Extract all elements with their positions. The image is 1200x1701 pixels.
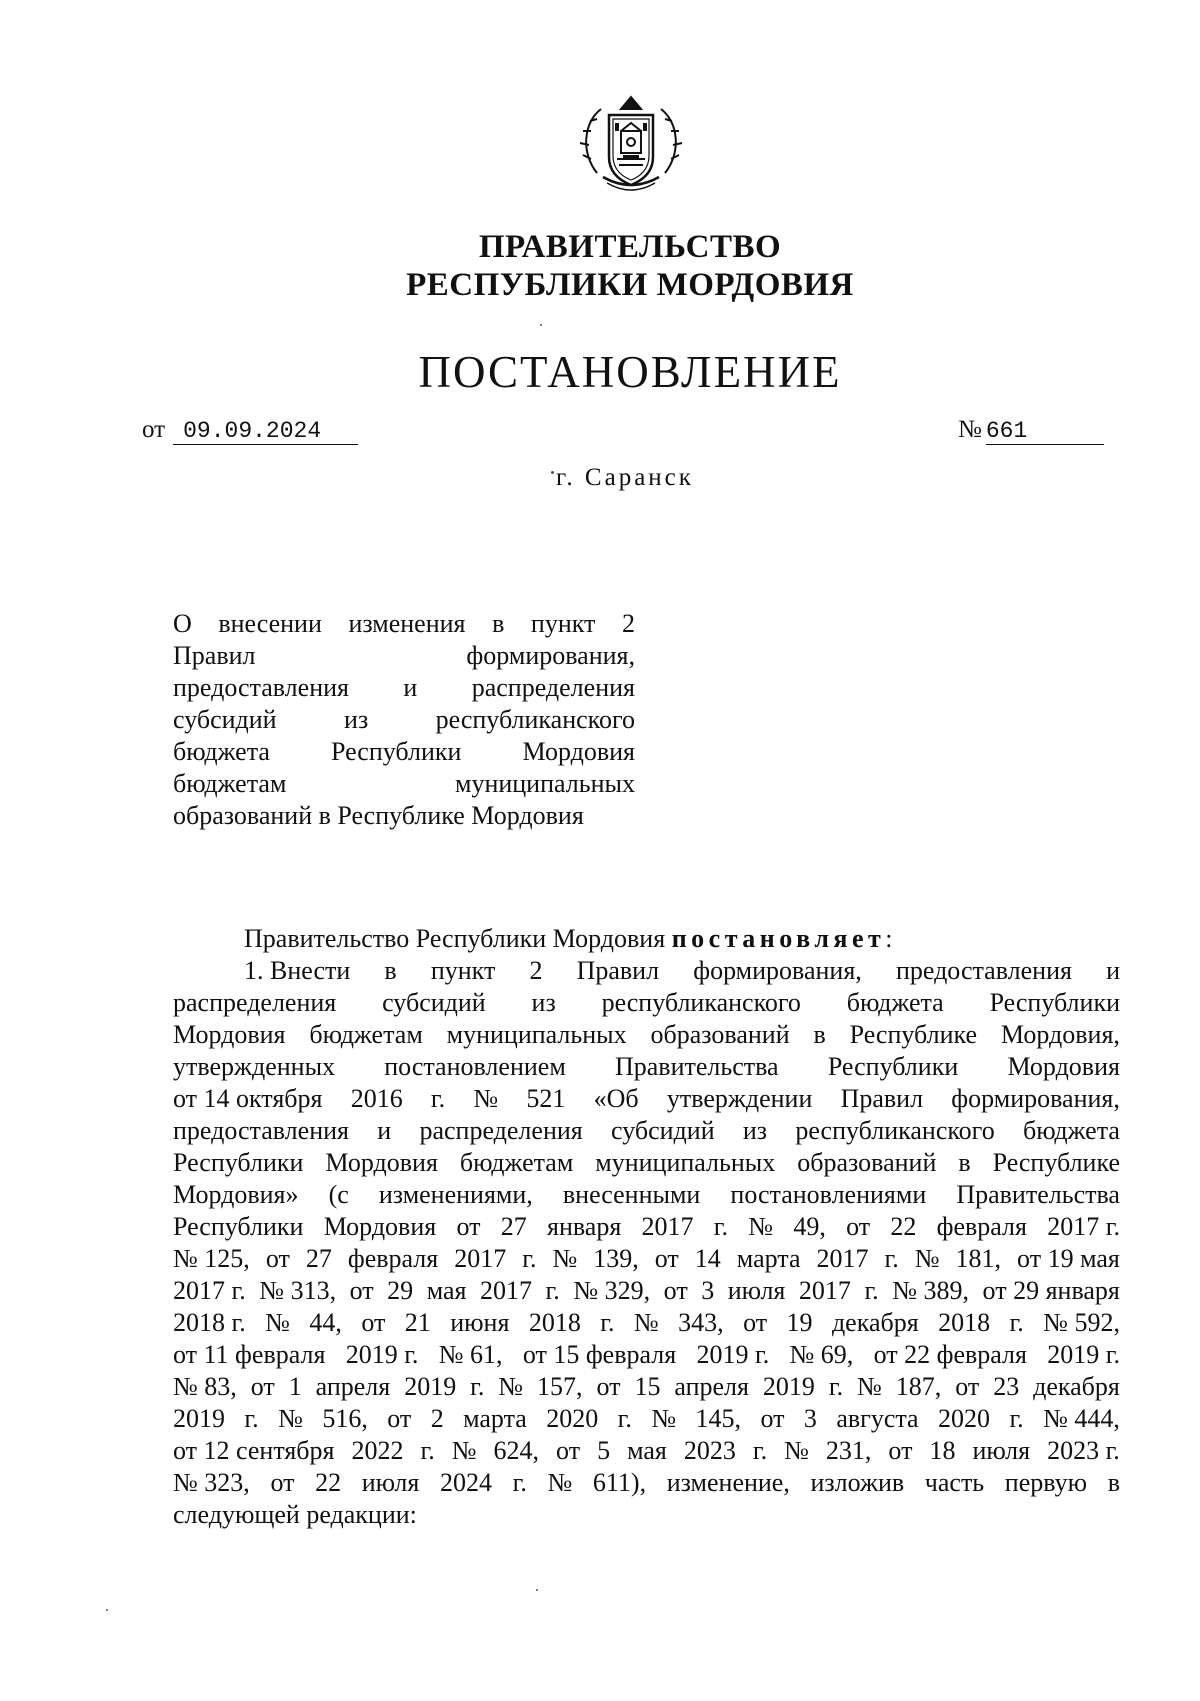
subject-word: субсидий (173, 705, 277, 734)
body-word: г. (1009, 1404, 1024, 1433)
body-word: изменениями, (378, 1180, 533, 1209)
body-word: декабря (1033, 1372, 1120, 1401)
body-word: 2019 (404, 1372, 457, 1401)
intro-text: Правительство Республики Мордовия (244, 924, 672, 953)
body-word: февраля (936, 1212, 1027, 1241)
body-word: от 11 февраля (173, 1340, 326, 1369)
body-word: 23 (993, 1372, 1020, 1401)
body-word: 139, (593, 1244, 639, 1273)
body-word: 145, (695, 1404, 742, 1433)
body-word: от (760, 1404, 785, 1433)
date-value: 09.09.2024 (173, 418, 358, 445)
body-word: № (857, 1372, 882, 1401)
subject-word: формирования, (466, 641, 635, 670)
body-line (173, 1435, 1120, 1467)
body-word: Мордовия» (173, 1180, 299, 1209)
body-word: Правительства (614, 1052, 779, 1081)
body-word: 2018 г. (173, 1308, 246, 1337)
body-word: 22 (890, 1212, 917, 1241)
body-word: № (265, 1308, 290, 1337)
body-word: от (361, 1308, 386, 1337)
body-word: г. (752, 1436, 768, 1465)
body-word: г. (522, 1244, 537, 1273)
body-line (173, 1339, 1120, 1371)
subject-word: и (403, 673, 418, 702)
body-word: № 592, (1043, 1308, 1120, 1337)
body-word: № 323, (173, 1468, 250, 1497)
body-word: 3 (701, 1276, 715, 1305)
body-line (173, 955, 1120, 987)
body-word: 2019 г. (1047, 1340, 1120, 1369)
body-word: республиканского (795, 1116, 995, 1145)
subject-word: предоставления (173, 673, 349, 702)
intro-paragraph (244, 923, 893, 955)
body-word: 2 (430, 1404, 444, 1433)
intro-colon: : (885, 924, 893, 953)
body-word: бюджетам (309, 1020, 423, 1049)
body-line (173, 1179, 1120, 1211)
body-word: 343, (678, 1308, 724, 1337)
body-word: 2023 (683, 1436, 736, 1465)
subject-word: О (173, 609, 192, 638)
body-word: от (265, 1244, 290, 1273)
body-word: от (456, 1212, 481, 1241)
body-word: № 83, (173, 1372, 237, 1401)
government-title-line2: РЕСПУБЛИКИ МОРДОВИЯ (406, 267, 854, 303)
body-word: № (748, 1212, 774, 1241)
body-word: от (270, 1468, 295, 1497)
subject-word: в (492, 609, 505, 638)
body-word: 1 (288, 1372, 302, 1401)
body-word: от (846, 1212, 871, 1241)
body-word: Правил (840, 1084, 924, 1113)
body-word: № (473, 1084, 499, 1113)
body-word: № 444, (1043, 1404, 1120, 1433)
body-word: от 22 февраля (873, 1340, 1027, 1369)
body-word: в (1107, 1468, 1120, 1497)
body-word: декабря (831, 1308, 919, 1337)
body-word: июля (972, 1436, 1031, 1465)
subject-word: пункт (530, 609, 596, 638)
body-line (173, 1371, 1120, 1403)
body-word: 516, (322, 1404, 368, 1433)
body-word: от 15 февраля (522, 1340, 677, 1369)
body-word: постановлениями (730, 1180, 927, 1209)
body-line (173, 1019, 1120, 1051)
body-word: 2017 (454, 1244, 507, 1273)
body-word: в (384, 956, 397, 985)
body-word: г. (470, 1372, 485, 1401)
body-word: первую (1004, 1468, 1088, 1497)
subject-word: бюджета (173, 737, 270, 766)
body-word: Мордовия, (1000, 1020, 1120, 1049)
subject-line (173, 704, 635, 736)
body-word: г. (244, 1404, 259, 1433)
body-word: 187, (895, 1372, 942, 1401)
body-line (173, 1467, 1120, 1499)
body-line (173, 1243, 1120, 1275)
subject-word: из (344, 705, 369, 734)
subject-line (173, 640, 635, 672)
subject-line (173, 608, 635, 640)
body-line (173, 1499, 1120, 1531)
body-word: 521 (526, 1084, 566, 1113)
subject-line (173, 768, 635, 800)
body-word: образований (650, 1020, 790, 1049)
body-word: 22 (315, 1468, 342, 1497)
body-paragraph-1 (173, 955, 1120, 1531)
body-word: в (958, 1148, 971, 1177)
subject-word: изменения (348, 609, 466, 638)
body-word: мая (426, 1276, 467, 1305)
body-word: 2024 (439, 1468, 492, 1497)
body-word: 2023 г. (1047, 1436, 1120, 1465)
subject-word: Правил (173, 641, 256, 670)
body-word: июля (727, 1276, 786, 1305)
body-word: от (654, 1244, 679, 1273)
subject-word: образований в Республике Мордовия (173, 801, 584, 830)
body-word: № 61, (438, 1340, 503, 1369)
body-word: № (498, 1372, 524, 1401)
body-word: г. (1009, 1308, 1024, 1337)
body-line (173, 1211, 1120, 1243)
body-word: г. (545, 1276, 560, 1305)
body-word: изменение, (666, 1468, 790, 1497)
body-word: августа (836, 1404, 919, 1433)
body-word: бюджета (1022, 1116, 1120, 1145)
body-line (173, 1275, 1120, 1307)
body-word: 1. Внести (244, 956, 351, 985)
body-word: г. (828, 1372, 844, 1401)
body-word: от (349, 1276, 374, 1305)
body-word: предоставления (173, 1116, 349, 1145)
body-word: изложив (810, 1468, 905, 1497)
body-word: от 14 октября (173, 1084, 323, 1113)
scan-speck (540, 324, 542, 326)
body-word: утверждении (666, 1084, 813, 1113)
body-word: от (888, 1436, 913, 1465)
body-word: 611), (592, 1468, 647, 1497)
document-subject (173, 608, 635, 832)
body-word: № (451, 1436, 477, 1465)
body-line (173, 1083, 1120, 1115)
body-word: 2018 (938, 1308, 991, 1337)
body-word: пункт (430, 956, 496, 985)
body-word: мая (627, 1436, 667, 1465)
body-word: г. (864, 1276, 879, 1305)
body-word: от (556, 1436, 581, 1465)
body-word: 2017 (480, 1276, 533, 1305)
body-word: г. (430, 1084, 446, 1113)
subject-word: республиканского (435, 705, 635, 734)
subject-word: внесении (218, 609, 322, 638)
body-word: Республики (173, 1212, 304, 1241)
body-word: 231, (825, 1436, 872, 1465)
number-label: № (958, 416, 982, 443)
body-word: Мордовия (173, 1020, 286, 1049)
body-word: 181, (955, 1244, 1002, 1273)
scan-speck (551, 471, 554, 474)
body-word: бюджета (846, 988, 944, 1017)
body-word: постановлением (384, 1052, 566, 1081)
body-word: и (377, 1116, 392, 1145)
body-word: 624, (493, 1436, 540, 1465)
body-word: 2018 (528, 1308, 581, 1337)
body-word: внесенными (562, 1180, 701, 1209)
body-word: 19 (786, 1308, 813, 1337)
body-word: муниципальных (446, 1020, 627, 1049)
body-word: Мордовия (323, 1212, 437, 1241)
body-word: марта (736, 1244, 801, 1273)
body-word: утвержденных (173, 1052, 336, 1081)
body-word: (с (328, 1180, 349, 1209)
body-word: № 69, (789, 1340, 854, 1369)
body-word: в (813, 1020, 826, 1049)
body-word: № 329, (573, 1276, 651, 1305)
body-word: образований (797, 1148, 937, 1177)
body-word: Республики (827, 1052, 959, 1081)
date-label: от (142, 416, 166, 443)
government-title-line1: ПРАВИТЕЛЬСТВО (478, 229, 782, 265)
number-value: 661 (986, 418, 1104, 445)
body-word: и (1106, 956, 1120, 985)
date-field (142, 415, 358, 445)
body-word: Мордовия (1007, 1052, 1120, 1081)
subject-line (173, 736, 635, 768)
body-word: г. (512, 1468, 527, 1497)
body-word: от 12 сентября (173, 1436, 335, 1465)
body-word: 2017 (641, 1212, 694, 1241)
body-word: 2017 (816, 1244, 869, 1273)
body-word: февраля (347, 1244, 439, 1273)
body-word: 49, (793, 1212, 826, 1241)
body-word: г. (600, 1308, 615, 1337)
body-word: 2016 (350, 1084, 403, 1113)
body-word: предоставления (895, 956, 1072, 985)
subject-word: муниципальных (454, 769, 635, 798)
body-word: г. (617, 1404, 632, 1433)
body-word: от (250, 1372, 275, 1401)
body-word: 15 (634, 1372, 661, 1401)
body-word: марта (463, 1404, 527, 1433)
body-word: № 389, (892, 1276, 970, 1305)
body-word: января (546, 1212, 622, 1241)
subject-word: Республики (331, 737, 462, 766)
body-word: № (547, 1468, 573, 1497)
body-word: Правительства (956, 1180, 1120, 1209)
body-word: 14 (694, 1244, 721, 1273)
city-line: г. Саранск (556, 464, 694, 491)
body-word: 44, (309, 1308, 342, 1337)
subject-line (173, 800, 635, 832)
body-word: 2022 (351, 1436, 404, 1465)
decree-word: постановляет (671, 924, 886, 953)
coat-of-arms-emblem (577, 93, 685, 197)
body-word: из (742, 1116, 768, 1145)
body-word: от 19 мая (1017, 1244, 1120, 1273)
subject-word: 2 (621, 609, 635, 638)
body-word: 2019 (173, 1404, 225, 1433)
scan-speck (536, 1589, 538, 1591)
body-word: субсидий (382, 988, 486, 1017)
body-word: следующей редакции: (173, 1500, 417, 1529)
body-word: муниципальных (595, 1148, 776, 1177)
body-word: от (387, 1404, 412, 1433)
subject-word: распределения (471, 673, 635, 702)
body-word: № (784, 1436, 809, 1465)
body-word: 2 (529, 956, 543, 985)
body-word: № (278, 1404, 303, 1433)
body-word: Республике (992, 1148, 1120, 1177)
body-word: 27 (305, 1244, 332, 1273)
body-line (173, 1115, 1120, 1147)
subject-word: Мордовия (522, 737, 635, 766)
body-word: субсидий (611, 1116, 715, 1145)
body-line (173, 1051, 1120, 1083)
body-word: 21 (404, 1308, 431, 1337)
body-word: Республики (173, 1148, 304, 1177)
body-word: 2017 (798, 1276, 851, 1305)
body-word: республиканского (601, 988, 801, 1017)
number-field (958, 415, 1104, 445)
body-line (173, 1403, 1120, 1435)
body-word: формирования, (693, 956, 862, 985)
body-word: Республике (849, 1020, 978, 1049)
body-word: 18 (929, 1436, 956, 1465)
body-word: от 29 января (982, 1276, 1120, 1305)
body-word: от (955, 1372, 980, 1401)
body-word: распределения (173, 988, 337, 1017)
body-word: № 313, (259, 1276, 337, 1305)
body-word: 5 (597, 1436, 611, 1465)
document-type-heading: ПОСТАНОВЛЕНИЕ (418, 347, 842, 397)
body-word: г. (420, 1436, 435, 1465)
body-word: г. (713, 1212, 729, 1241)
subject-word: бюджетам (173, 769, 287, 798)
body-word: Мордовия (325, 1148, 438, 1177)
body-word: формирования, (951, 1084, 1120, 1113)
body-word: 2019 г. (696, 1340, 770, 1369)
body-word: № (633, 1308, 659, 1337)
body-word: апреля (315, 1372, 391, 1401)
body-word: от (663, 1276, 688, 1305)
body-line (173, 1147, 1120, 1179)
body-line (173, 987, 1120, 1019)
body-word: бюджетам (459, 1148, 574, 1177)
body-word: Республики (989, 988, 1120, 1017)
body-word: 2017 г. (173, 1276, 246, 1305)
body-word: 3 (803, 1404, 817, 1433)
body-word: г. (884, 1244, 899, 1273)
scan-speck (106, 1609, 108, 1611)
body-word: часть (924, 1468, 985, 1497)
body-word: № (651, 1404, 677, 1433)
body-word: 2019 (762, 1372, 815, 1401)
body-word: от (596, 1372, 621, 1401)
body-word: июля (361, 1468, 420, 1497)
subject-line (173, 672, 635, 704)
body-word: апреля (674, 1372, 749, 1401)
body-word: «Об (593, 1084, 639, 1113)
body-word: из (531, 988, 556, 1017)
body-word: 2019 г. (345, 1340, 419, 1369)
body-word: № 125, (173, 1244, 250, 1273)
body-word: распределения (419, 1116, 583, 1145)
body-word: 2020 (546, 1404, 599, 1433)
body-word: от (743, 1308, 768, 1337)
body-word: 29 (387, 1276, 414, 1305)
body-word: Правил (576, 956, 660, 985)
body-word: июня (450, 1308, 510, 1337)
body-word: 157, (537, 1372, 583, 1401)
body-word: 2020 (938, 1404, 991, 1433)
body-word: 2017 г. (1047, 1212, 1120, 1241)
body-line (173, 1307, 1120, 1339)
body-word: № (914, 1244, 940, 1273)
body-word: 27 (500, 1212, 527, 1241)
body-word: № (552, 1244, 578, 1273)
